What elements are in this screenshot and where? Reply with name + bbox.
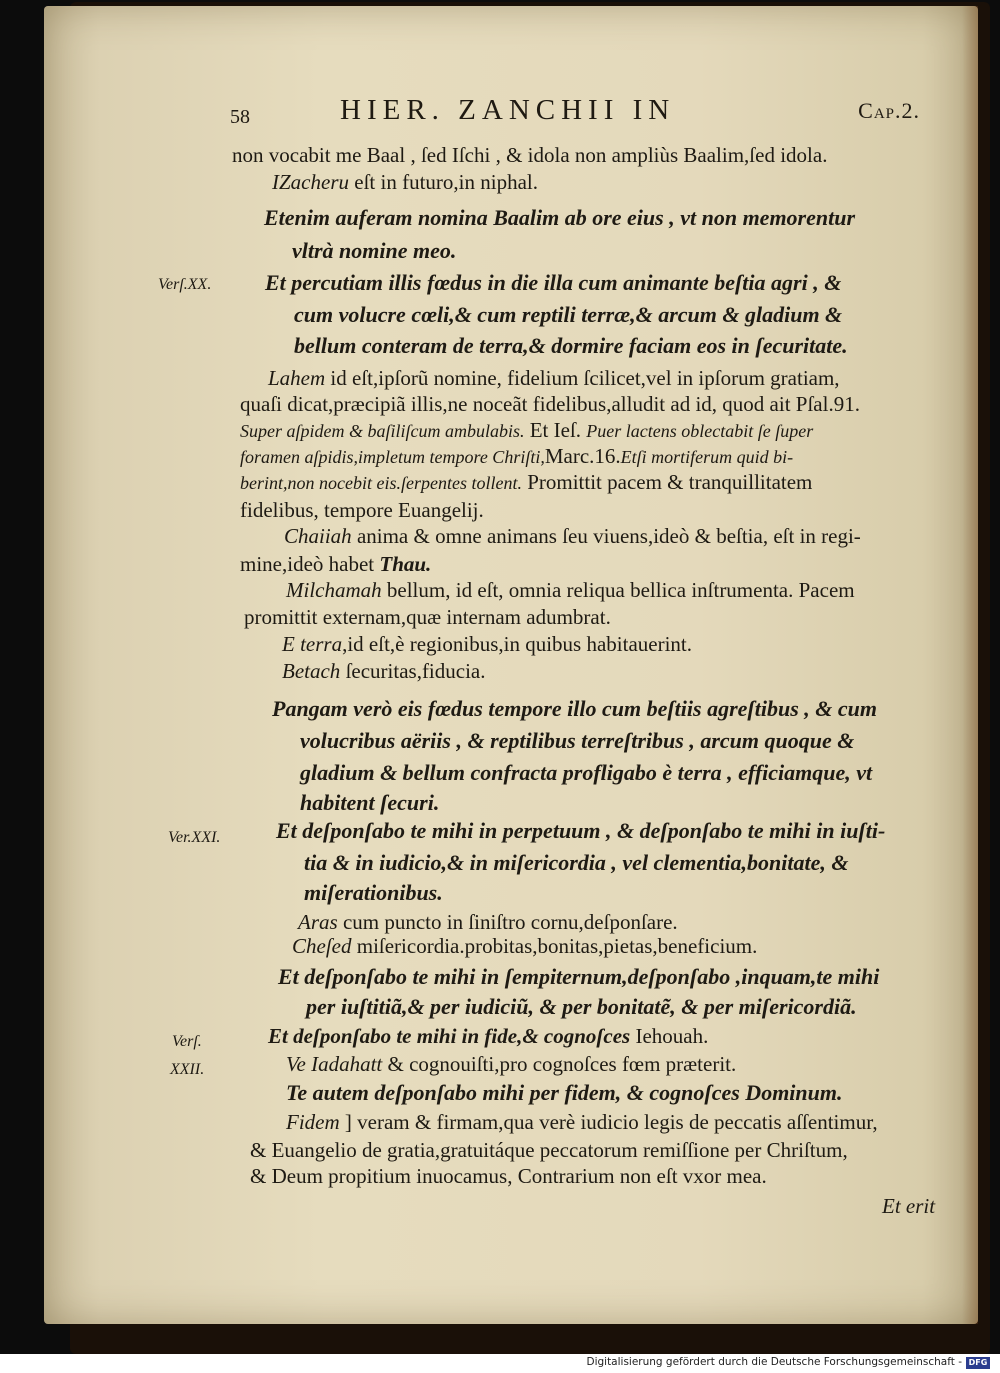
quote-span: Puer lactens oblectabit ſe ſuper bbox=[586, 421, 814, 441]
text-line: quaſi dicat,præcipiã illis,ne noceãt fidelibus,alludit ad id, quod ait Pſal.91. bbox=[240, 392, 860, 416]
hebrew-term: Milchamah bbox=[286, 578, 382, 602]
chapter-label: Cap.2. bbox=[858, 98, 920, 123]
hebrew-term: Thau. bbox=[379, 552, 432, 576]
text-line bbox=[282, 632, 692, 657]
text-span: miſericordia.probitas,bonitas,pietas,beneficium. bbox=[351, 934, 758, 958]
text-line: & Deum propitium inuocamus, Contrarium non eſt vxor mea. bbox=[250, 1164, 767, 1188]
text-line bbox=[286, 1110, 878, 1135]
text-span: ] veram & firmam,qua verè iudicio legis de peccatis aſſentimur, bbox=[339, 1110, 878, 1134]
text-span: ,id eſt,è regionibus,in quibus habitauerint. bbox=[342, 632, 693, 656]
text-line: & Euangelio de gratia,gratuitáque peccatorum remiſſione per Chriſtum, bbox=[250, 1138, 848, 1162]
page-edge-shade bbox=[962, 6, 978, 1324]
text-line bbox=[272, 170, 538, 195]
text-line bbox=[298, 910, 678, 935]
text-line bbox=[268, 366, 840, 391]
text-line: bellum conteram de terra,& dormire faciam eos in ſecuritate. bbox=[294, 333, 848, 358]
catchword: Et erit bbox=[882, 1194, 936, 1218]
page-header bbox=[180, 84, 940, 128]
text-span: id eſt,ipſorũ nomine, fidelium ſcilicet,vel in ipſorum gratiam, bbox=[325, 366, 840, 390]
text-line: Et deſponſabo te mihi in perpetuum , & deſponſabo te mihi in iuſti- bbox=[276, 818, 886, 843]
text-line: miſerationibus. bbox=[304, 880, 443, 905]
quote-span: foramen aſpidis,impletum tempore Chriſti, bbox=[240, 447, 545, 467]
page-number: 58 bbox=[230, 106, 250, 128]
margin-note-verse-21: Ver.XXI. bbox=[168, 829, 221, 846]
text-line: Te autem deſponſabo mihi per fidem, & cognoſces Dominum. bbox=[286, 1080, 843, 1105]
text-line bbox=[240, 470, 812, 495]
text-line bbox=[240, 552, 431, 577]
text-span: cum puncto in ſiniſtro cornu,deſponſare. bbox=[337, 910, 678, 934]
text-span: Promittit pacem & tranquillitatem bbox=[521, 470, 813, 494]
quote-span: Super aſpidem & baſiliſcum ambulabis. bbox=[240, 421, 525, 441]
text-line: Et deſponſabo te mihi in ſempiternum,deſponſabo ,inquam,te mihi bbox=[278, 964, 880, 989]
text-span: eſt in futuro,in niphal. bbox=[349, 170, 538, 194]
text-line: tia & in iudicio,& in miſericordia , vel clementia,bonitate, & bbox=[304, 850, 849, 875]
text-line bbox=[282, 659, 486, 684]
dfg-logo-icon: DFG bbox=[966, 1357, 990, 1369]
text-line: fidelibus, tempore Euangelij. bbox=[240, 498, 484, 522]
text-line: gladium & bellum confracta profligabo è terra , efficiamque, vt bbox=[300, 760, 873, 785]
margin-note-verse-22: Verſ. bbox=[172, 1033, 202, 1050]
text-line bbox=[286, 578, 855, 603]
text-line: cum volucre cœli,& cum reptili terræ,& arcum & gladium & bbox=[294, 302, 843, 327]
hebrew-term: Cheſed bbox=[292, 934, 352, 958]
hebrew-term: Aras bbox=[298, 910, 338, 934]
text-line: Etenim auferam nomina Baalim ab ore eius , vt non memorentur bbox=[264, 205, 856, 230]
margin-note-verse-22b: XXII. bbox=[170, 1061, 205, 1078]
text-line bbox=[292, 934, 757, 959]
quote-span: berint,non nocebit eis.ſerpentes tollent. bbox=[240, 473, 522, 493]
text-line: habitent ſecuri. bbox=[300, 790, 440, 815]
text-span: ſecuritas,fiducia. bbox=[340, 659, 486, 683]
text-line: promittit externam,quæ internam adumbrat. bbox=[244, 605, 611, 629]
quote-span: Etſi mortiferum quid bi- bbox=[620, 447, 794, 467]
hebrew-term: IZacheru bbox=[272, 170, 349, 194]
text-line: vltrà nomine meo. bbox=[292, 238, 457, 263]
text-line: non vocabit me Baal , ſed Iſchi , & idola non ampliùs Baalim,ſed idola. bbox=[232, 143, 828, 167]
hebrew-term: Fidem bbox=[286, 1110, 340, 1134]
text-span: & cognouiſti,pro cognoſces fœm præterit. bbox=[382, 1052, 737, 1076]
hebrew-term: Ve Iadahatt bbox=[286, 1052, 383, 1076]
text-span: anima & omne animans ſeu viuens,ideò & beſtia, eſt in regi- bbox=[351, 524, 861, 548]
text-span: bellum, id eſt, omnia reliqua bellica inſtrumenta. Pacem bbox=[381, 578, 855, 602]
text-line bbox=[240, 418, 813, 443]
digitization-footer bbox=[0, 1354, 1000, 1373]
hebrew-term: Lahem bbox=[268, 366, 326, 390]
text-line: Pangam verò eis fœdus tempore illo cum beſtiis agreſtibus , & cum bbox=[272, 696, 877, 721]
hebrew-term: Chaiiah bbox=[284, 524, 352, 548]
text-span: Marc.16. bbox=[544, 444, 621, 468]
running-title: HIER. ZANCHII IN bbox=[340, 94, 676, 126]
hebrew-term: Betach bbox=[282, 659, 341, 683]
text-line bbox=[284, 524, 861, 549]
text-line: per iuſtitiã,& per iudiciũ, & per bonitatẽ, & per miſericordiã. bbox=[306, 994, 857, 1019]
text-line: Et percutiam illis fœdus in die illa cum animante beſtia agri , & bbox=[265, 270, 842, 295]
quote-span: Et deſponſabo te mihi in fide,& cognoſces bbox=[268, 1024, 636, 1048]
text-line: volucribus aëriis , & reptilibus terreſtribus , arcum quoque & bbox=[300, 728, 855, 753]
text-span: Iehouah. bbox=[635, 1024, 709, 1048]
text-line bbox=[268, 1024, 708, 1049]
margin-note-verse-20: Verſ.XX. bbox=[158, 276, 212, 293]
text-line bbox=[240, 444, 793, 469]
text-span: mine,ideò habet bbox=[240, 552, 380, 576]
text-line bbox=[286, 1052, 736, 1077]
hebrew-term: E terra bbox=[282, 632, 343, 656]
text-span: Et Ieſ. bbox=[524, 418, 587, 442]
funding-credit: Digitalisierung gefördert durch die Deutsche Forschungsgemeinschaft - bbox=[586, 1356, 962, 1368]
